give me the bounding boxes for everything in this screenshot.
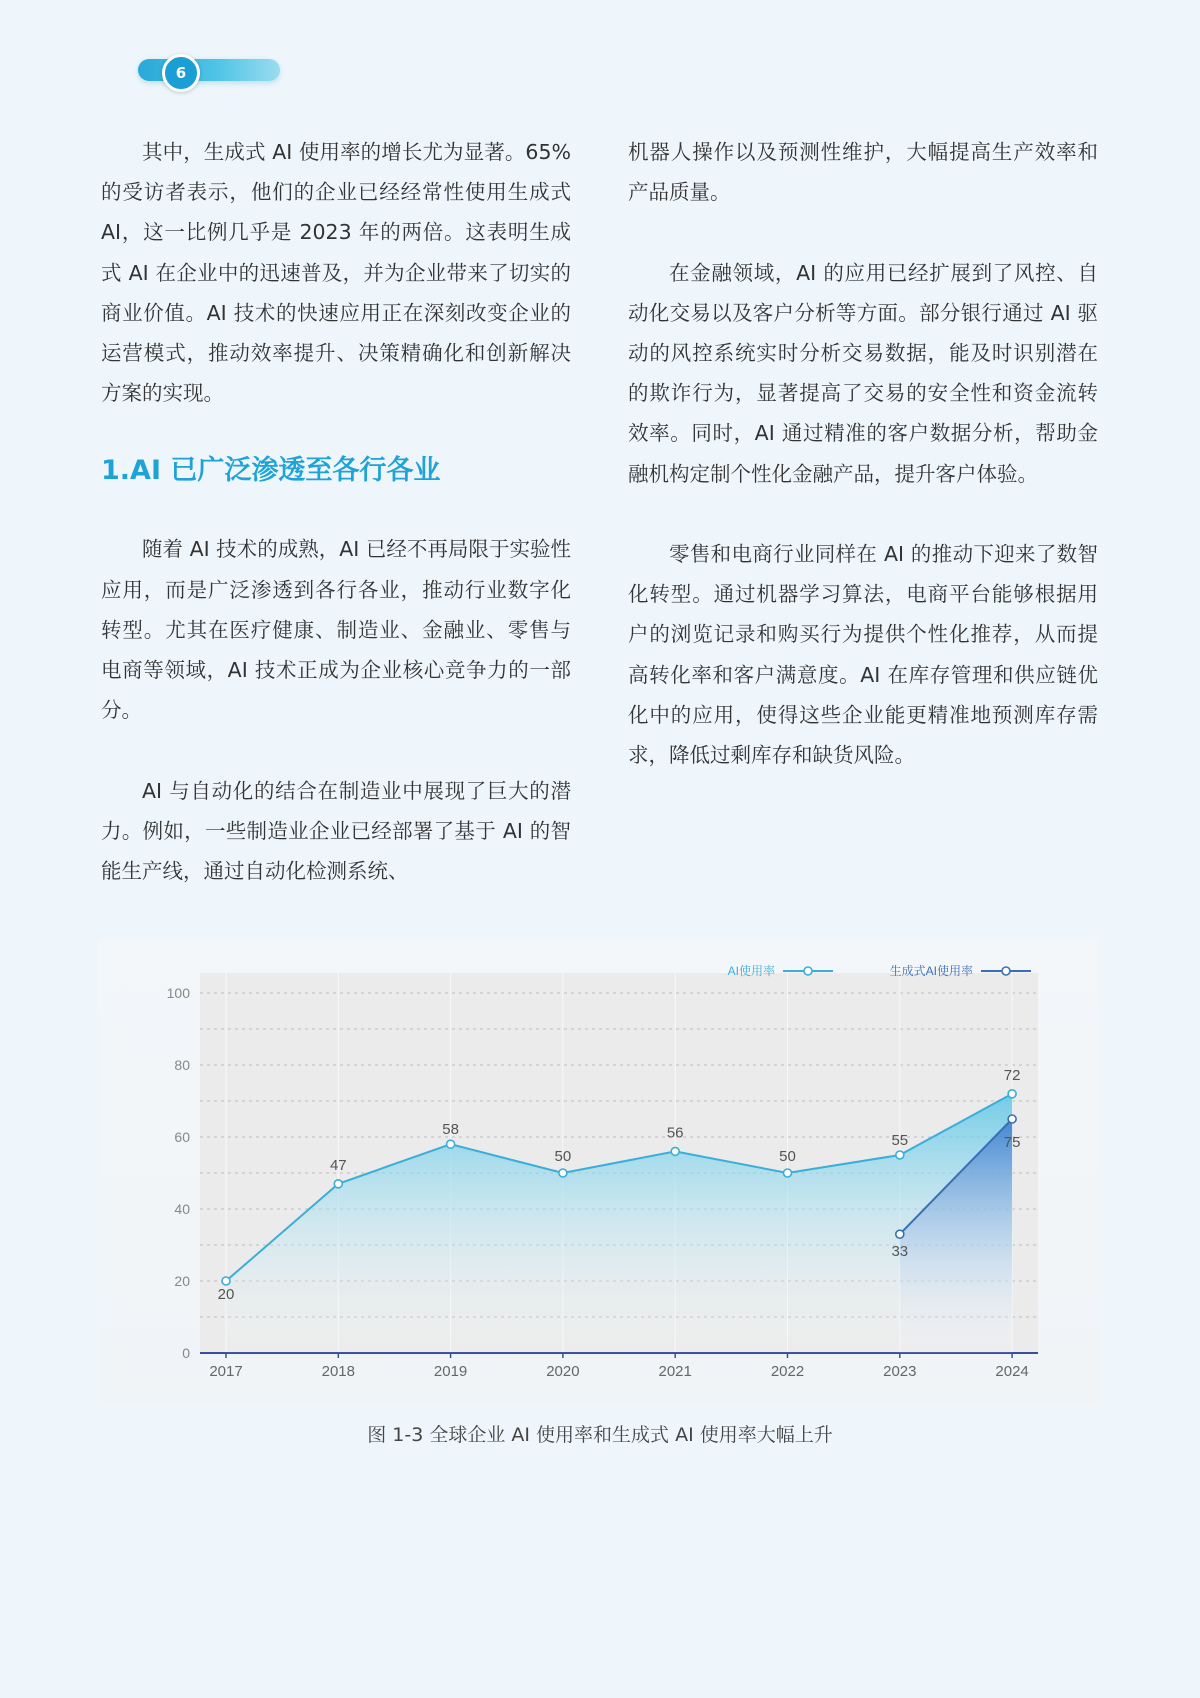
x-tick-label: 2017 (209, 1363, 243, 1380)
y-tick-label: 20 (174, 1273, 190, 1289)
y-tick-label: 40 (174, 1201, 190, 1217)
data-point (559, 1169, 567, 1177)
data-label: 33 (891, 1243, 909, 1261)
data-label: 56 (666, 1124, 684, 1142)
legend-marker (804, 967, 812, 975)
data-point (1008, 1115, 1016, 1123)
data-label: 20 (217, 1286, 235, 1303)
x-tick-label: 2018 (321, 1363, 355, 1380)
data-label: 58 (442, 1121, 459, 1139)
data-point (334, 1180, 342, 1188)
chart-container (98, 940, 1098, 1406)
right-column (628, 132, 1098, 775)
x-tick-label: 2023 (883, 1363, 917, 1380)
y-tick-label: 60 (174, 1129, 190, 1145)
x-tick-label: 2020 (546, 1363, 580, 1380)
paragraph-retail-ecommerce: 零售和电商行业同样在 AI 的推动下迎来了数智化转型。通过机器学习算法，电商平台能够根据用户的浏览记录和购买行为提供个性化推荐，从而提高转化率和客户满意度。AI 在库存管理和供应链优化中的应用，使得这些企业能更精准地预测库存需求，降低过剩库存和缺货风险。 (628, 542, 1098, 768)
data-label: 50 (554, 1148, 572, 1165)
legend-label: 生成式AI使用率 (889, 964, 973, 978)
data-point (896, 1230, 904, 1238)
left-column (101, 132, 571, 891)
paragraph-manufacturing: AI 与自动化的结合在制造业中展现了巨大的潜力。例如，一些制造业企业已经部署了基于 AI 的智能生产线，通过自动化检测系统、 (101, 778, 571, 884)
data-label: 55 (891, 1132, 909, 1149)
data-point (1008, 1090, 1016, 1098)
figure-caption: 图 1-3 全球企业 AI 使用率和生成式 AI 使用率大幅上升 (367, 1424, 833, 1446)
x-tick-label: 2019 (433, 1363, 468, 1380)
y-tick-label: 80 (174, 1057, 190, 1073)
paragraph-manufacturing-continued: 机器人操作以及预测性维护，大幅提高生产效率和产品质量。 (628, 140, 1098, 205)
page-number: 6 (162, 54, 200, 92)
x-tick-label: 2021 (658, 1363, 692, 1380)
data-label: 47 (329, 1156, 347, 1174)
legend-label: AI使用率 (727, 964, 775, 978)
section-heading: 1.AI 已广泛渗透至各行各业 (101, 455, 441, 487)
x-tick-label: 2024 (995, 1363, 1029, 1380)
page-number-tab (138, 59, 280, 81)
paragraph-industry-penetration: 随着 AI 技术的成熟，AI 已经不再局限于实验性应用，而是广泛渗透到各行各业，推动行业数字化转型。尤其在医疗健康、制造业、金融业、零售与电商等领域，AI 技术正成为企业核心竞争力的一部分。 (101, 537, 571, 723)
paragraph-finance: 在金融领域，AI 的应用已经扩展到了风控、自动化交易以及客户分析等方面。部分银行通过 AI 驱动的风控系统实时分析交易数据，能及时识别潜在的欺诈行为，显著提高了交易的安全性和资金流转效率。同时，AI 通过精准的客户数据分析，帮助金融机构定制个性化金融产品，提升客户体验。 (628, 260, 1098, 486)
data-point (784, 1169, 792, 1177)
data-point (222, 1277, 230, 1285)
y-tick-label: 0 (182, 1345, 190, 1361)
data-point (447, 1140, 455, 1148)
x-tick-label: 2022 (770, 1363, 805, 1380)
data-label: 75 (1003, 1134, 1021, 1151)
data-point (896, 1151, 904, 1159)
data-point (671, 1147, 679, 1155)
data-label: 50 (779, 1148, 796, 1165)
data-label: 72 (1003, 1066, 1021, 1084)
legend-marker (1002, 967, 1010, 975)
y-tick-label: 100 (166, 985, 190, 1001)
line-chart (98, 940, 1098, 1406)
paragraph-genai-growth: 其中，生成式 AI 使用率的增长尤为显著。65% 的受访者表示，他们的企业已经经常性使用生成式 AI，这一比例几乎是 2023 年的两倍。这表明生成式 AI 在企业中的迅速普及，并为企业带来了切实的商业价值。AI 技术的快速应用正在深刻改变企业的运营模式，推动效率提升、决策精确化和创新解决方案的实现。 (101, 140, 571, 406)
